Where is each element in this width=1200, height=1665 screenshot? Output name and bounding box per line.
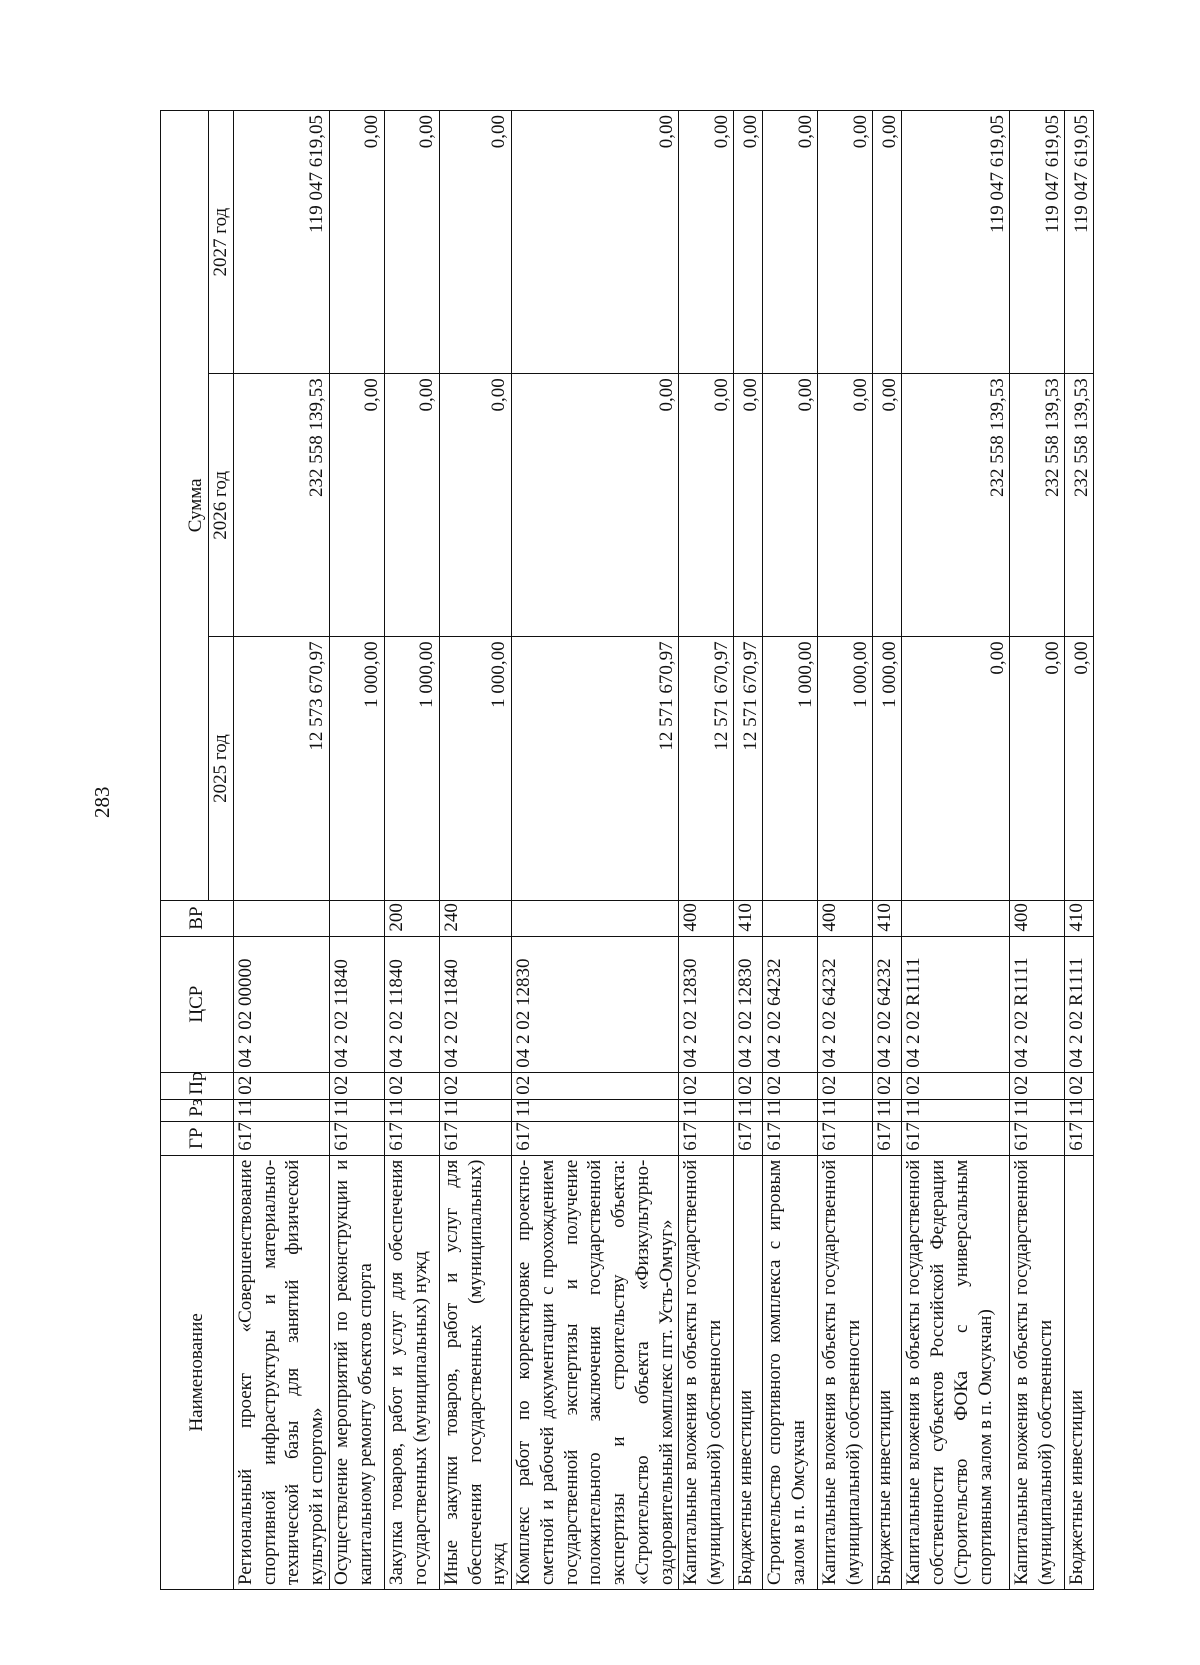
cell-name: Иные закупки товаров, работ и услуг для обеспечения государственных (муниципальных) нужд <box>439 1155 511 1589</box>
cell-pr: 02 <box>384 1072 439 1099</box>
cell-gr: 617 <box>1010 1121 1065 1155</box>
cell-csr: 04 2 02 11840 <box>384 936 439 1072</box>
table-row <box>679 111 734 1590</box>
header-2025: 2025 год <box>209 637 234 900</box>
cell-vr: 400 <box>1010 900 1065 936</box>
cell-2027: 0,00 <box>873 111 902 374</box>
cell-gr: 617 <box>512 1121 679 1155</box>
cell-csr: 04 2 02 R1111 <box>1065 936 1094 1072</box>
cell-2026: 232 558 139,53 <box>902 374 1010 637</box>
header-pr: Пр <box>161 1072 234 1099</box>
cell-gr: 617 <box>873 1121 902 1155</box>
cell-csr: 04 2 02 11840 <box>439 936 511 1072</box>
cell-gr: 617 <box>902 1121 1010 1155</box>
cell-2026: 232 558 139,53 <box>233 374 329 637</box>
cell-csr: 04 2 02 R1111 <box>902 936 1010 1072</box>
cell-name: Бюджетные инвестиции <box>734 1155 763 1589</box>
cell-2027: 119 047 619,05 <box>1010 111 1065 374</box>
cell-rz: 11 <box>818 1099 873 1121</box>
cell-name: Закупка товаров, работ и услуг для обеспечения государственных (муниципальных) нужд <box>384 1155 439 1589</box>
header-csr: ЦСР <box>161 936 234 1072</box>
table-row <box>902 111 1010 1590</box>
cell-csr: 04 2 02 64232 <box>818 936 873 1072</box>
cell-2025: 12 571 670,97 <box>734 637 763 900</box>
cell-2025: 12 571 670,97 <box>679 637 734 900</box>
table-row <box>1010 111 1065 1590</box>
cell-2025: 0,00 <box>902 637 1010 900</box>
cell-2026: 0,00 <box>734 374 763 637</box>
cell-csr: 04 2 02 R1111 <box>1010 936 1065 1072</box>
cell-name: Бюджетные инвестиции <box>1065 1155 1094 1589</box>
cell-rz: 11 <box>902 1099 1010 1121</box>
header-sum: Сумма <box>161 111 209 901</box>
cell-2025: 1 000,00 <box>818 637 873 900</box>
cell-2027: 119 047 619,05 <box>902 111 1010 374</box>
cell-name: Комплекс работ по корректировке проектно-сметной и рабочей документации с прохождением государственной экспертизы и получение положительного заключения государственной экспертизы и строительству объекта: «Строительство объекта «Физкультурно-оздоровительный комплекс пгт. Усть-Омчуг» <box>512 1155 679 1589</box>
cell-gr: 617 <box>763 1121 818 1155</box>
cell-2026: 0,00 <box>818 374 873 637</box>
cell-pr: 02 <box>818 1072 873 1099</box>
cell-name: Капитальные вложения в объекты государственной (муниципальной) собственности <box>818 1155 873 1589</box>
cell-vr <box>902 900 1010 936</box>
header-2027: 2027 год <box>209 111 234 374</box>
cell-gr: 617 <box>1065 1121 1094 1155</box>
cell-2025: 1 000,00 <box>439 637 511 900</box>
cell-2027: 0,00 <box>763 111 818 374</box>
table-row <box>734 111 763 1590</box>
cell-csr: 04 2 02 64232 <box>763 936 818 1072</box>
cell-2025: 12 571 670,97 <box>512 637 679 900</box>
cell-2025: 1 000,00 <box>763 637 818 900</box>
header-row <box>161 111 209 1590</box>
cell-rz: 11 <box>873 1099 902 1121</box>
table-row <box>818 111 873 1590</box>
table-row <box>512 111 679 1590</box>
table-row <box>439 111 511 1590</box>
cell-csr: 04 2 02 00000 <box>233 936 329 1072</box>
cell-pr: 02 <box>512 1072 679 1099</box>
cell-pr: 02 <box>1010 1072 1065 1099</box>
cell-vr: 400 <box>679 900 734 936</box>
cell-2025: 12 573 670,97 <box>233 637 329 900</box>
cell-vr: 240 <box>439 900 511 936</box>
cell-name: Региональный проект «Совершенствование спортивной инфраструктуры и материально-технической базы для занятий физической культурой и спортом» <box>233 1155 329 1589</box>
cell-vr <box>233 900 329 936</box>
cell-2027: 119 047 619,05 <box>1065 111 1094 374</box>
cell-rz: 11 <box>329 1099 384 1121</box>
cell-2026: 0,00 <box>679 374 734 637</box>
cell-2025: 1 000,00 <box>384 637 439 900</box>
table-row <box>233 111 329 1590</box>
cell-name: Бюджетные инвестиции <box>873 1155 902 1589</box>
cell-pr: 02 <box>763 1072 818 1099</box>
page-number: 283 <box>90 786 114 818</box>
cell-rz: 11 <box>734 1099 763 1121</box>
cell-csr: 04 2 02 12830 <box>512 936 679 1072</box>
header-2026: 2026 год <box>209 374 234 637</box>
header-gr: ГР <box>161 1121 234 1155</box>
cell-vr <box>329 900 384 936</box>
cell-gr: 617 <box>439 1121 511 1155</box>
cell-rz: 11 <box>679 1099 734 1121</box>
cell-pr: 02 <box>734 1072 763 1099</box>
cell-2026: 232 558 139,53 <box>1010 374 1065 637</box>
cell-csr: 04 2 02 12830 <box>734 936 763 1072</box>
cell-2027: 0,00 <box>734 111 763 374</box>
cell-gr: 617 <box>384 1121 439 1155</box>
cell-2025: 1 000,00 <box>329 637 384 900</box>
cell-2027: 119 047 619,05 <box>233 111 329 374</box>
cell-gr: 617 <box>679 1121 734 1155</box>
cell-pr: 02 <box>439 1072 511 1099</box>
cell-pr: 02 <box>873 1072 902 1099</box>
cell-gr: 617 <box>233 1121 329 1155</box>
cell-csr: 04 2 02 12830 <box>679 936 734 1072</box>
table-row <box>763 111 818 1590</box>
table-row <box>1065 111 1094 1590</box>
cell-gr: 617 <box>329 1121 384 1155</box>
cell-rz: 11 <box>1065 1099 1094 1121</box>
cell-gr: 617 <box>818 1121 873 1155</box>
cell-rz: 11 <box>1010 1099 1065 1121</box>
header-name: Наименование <box>161 1155 234 1589</box>
cell-rz: 11 <box>384 1099 439 1121</box>
cell-2025: 0,00 <box>1065 637 1094 900</box>
cell-2026: 232 558 139,53 <box>1065 374 1094 637</box>
cell-vr: 200 <box>384 900 439 936</box>
cell-rz: 11 <box>512 1099 679 1121</box>
cell-rz: 11 <box>233 1099 329 1121</box>
cell-2027: 0,00 <box>512 111 679 374</box>
cell-csr: 04 2 02 11840 <box>329 936 384 1072</box>
cell-2025: 0,00 <box>1010 637 1065 900</box>
cell-vr <box>512 900 679 936</box>
cell-rz: 11 <box>763 1099 818 1121</box>
header-rz: Рз <box>161 1099 234 1121</box>
cell-2026: 0,00 <box>763 374 818 637</box>
cell-pr: 02 <box>902 1072 1010 1099</box>
cell-2027: 0,00 <box>329 111 384 374</box>
cell-2027: 0,00 <box>439 111 511 374</box>
cell-name: Осуществление мероприятий по реконструкции и капитальному ремонту объектов спорта <box>329 1155 384 1589</box>
budget-table <box>160 110 1094 1590</box>
header-vr: ВР <box>161 900 234 936</box>
cell-vr <box>763 900 818 936</box>
cell-pr: 02 <box>679 1072 734 1099</box>
cell-csr: 04 2 02 64232 <box>873 936 902 1072</box>
cell-2026: 0,00 <box>329 374 384 637</box>
cell-name: Строительство спортивного комплекса с игровым залом в п. Омсукчан <box>763 1155 818 1589</box>
cell-2027: 0,00 <box>818 111 873 374</box>
cell-2025: 1 000,00 <box>873 637 902 900</box>
cell-2027: 0,00 <box>384 111 439 374</box>
cell-pr: 02 <box>233 1072 329 1099</box>
cell-rz: 11 <box>439 1099 511 1121</box>
cell-pr: 02 <box>1065 1072 1094 1099</box>
cell-name: Капитальные вложения в объекты государственной собственности субъектов Российской Федерации (Строительство ФОКа с универсальным спортивным залом в п. Омсукчан) <box>902 1155 1010 1589</box>
cell-pr: 02 <box>329 1072 384 1099</box>
table-row <box>384 111 439 1590</box>
cell-vr: 410 <box>1065 900 1094 936</box>
cell-2027: 0,00 <box>679 111 734 374</box>
cell-vr: 410 <box>873 900 902 936</box>
budget-table-container <box>160 110 1092 1590</box>
cell-2026: 0,00 <box>873 374 902 637</box>
cell-name: Капитальные вложения в объекты государственной (муниципальной) собственности <box>1010 1155 1065 1589</box>
cell-2026: 0,00 <box>384 374 439 637</box>
cell-2026: 0,00 <box>439 374 511 637</box>
cell-vr: 400 <box>818 900 873 936</box>
cell-gr: 617 <box>734 1121 763 1155</box>
cell-2026: 0,00 <box>512 374 679 637</box>
table-row <box>873 111 902 1590</box>
cell-name: Капитальные вложения в объекты государственной (муниципальной) собственности <box>679 1155 734 1589</box>
table-row <box>329 111 384 1590</box>
cell-vr: 410 <box>734 900 763 936</box>
